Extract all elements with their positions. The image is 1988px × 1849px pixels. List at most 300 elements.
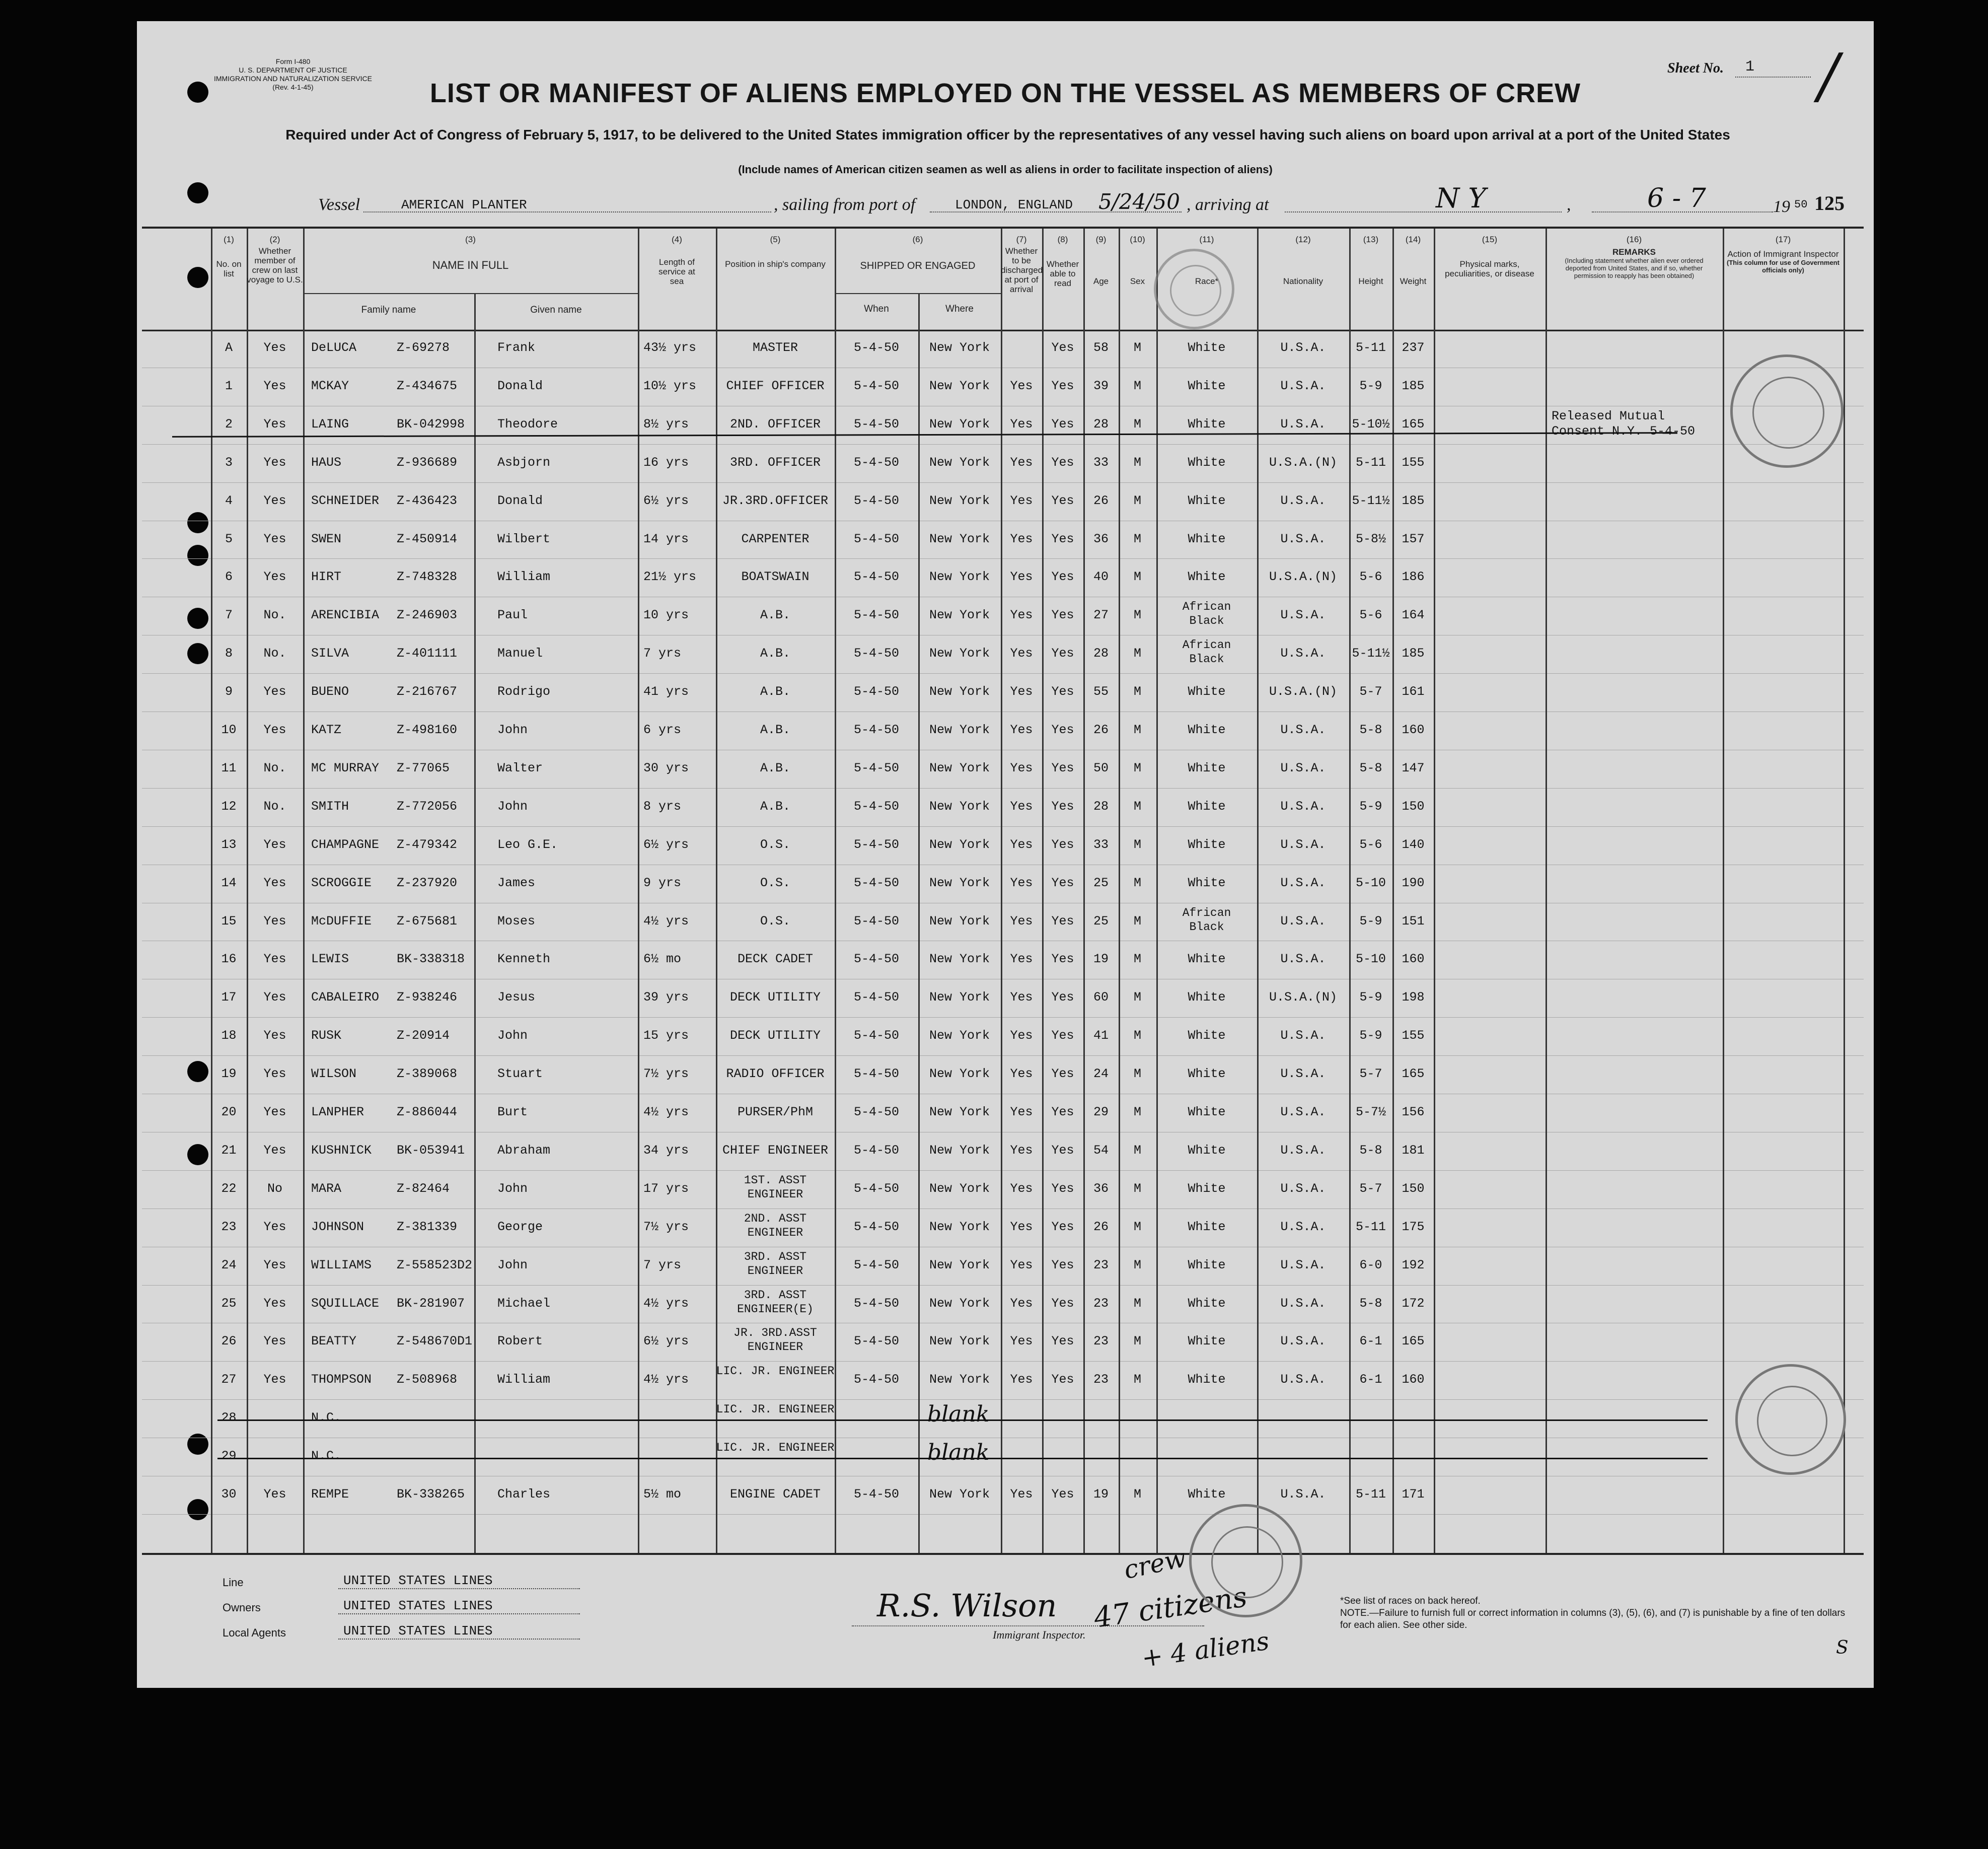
cell-sex: M <box>1133 684 1141 699</box>
cell-race: White <box>1188 875 1226 890</box>
cell-cert: Z-381339 <box>397 1219 458 1234</box>
cell-read: Yes <box>1051 1296 1074 1311</box>
cell-cert: Z-558523D2 <box>397 1257 473 1272</box>
cell-cert: Z-246903 <box>397 608 458 623</box>
cell-discharge: Yes <box>1010 1105 1033 1119</box>
cell-race: White <box>1188 378 1226 393</box>
owners-underline <box>338 1613 580 1614</box>
cell-discharge: Yes <box>1010 416 1033 432</box>
cell-discharge: Yes <box>1010 1372 1033 1387</box>
cell-cert: BK-042998 <box>397 416 465 432</box>
cell-no: 13 <box>221 837 237 852</box>
cell-nat: U.S.A. <box>1280 723 1326 737</box>
cell-race: White <box>1188 570 1226 585</box>
cell-weight: 150 <box>1402 799 1425 814</box>
cell-service: 6 yrs <box>643 723 682 737</box>
cell-given: John <box>497 1028 528 1043</box>
col-label: Whether able to read <box>1046 259 1079 288</box>
cell-given: Theodore <box>497 416 558 432</box>
col-label: Length of service at sea <box>658 257 695 286</box>
row-rule <box>142 329 1864 330</box>
cell-position: JR.3RD.OFFICER <box>722 493 829 508</box>
sailing-port: LONDON, ENGLAND <box>955 197 1073 212</box>
cell-service: 30 yrs <box>643 760 689 775</box>
cell-read: Yes <box>1051 1257 1074 1272</box>
cell-no: 21 <box>221 1143 237 1158</box>
cell-race: White <box>1188 1181 1226 1196</box>
cell-age: 28 <box>1093 646 1109 661</box>
cell-weight: 185 <box>1402 646 1425 661</box>
cell-nat: U.S.A. <box>1280 1066 1326 1082</box>
cell-nat: U.S.A.(N) <box>1269 455 1338 470</box>
cell-cert: BK-338318 <box>397 952 465 967</box>
col-5-header <box>716 235 835 269</box>
cell-height: 5-9 <box>1359 913 1382 929</box>
cell-where: New York <box>929 531 990 546</box>
cell-no: 10 <box>221 723 237 737</box>
cell-weight: 172 <box>1402 1296 1425 1311</box>
cell-given: Donald <box>497 493 543 508</box>
cell-race: White <box>1188 1257 1226 1272</box>
cell-service: 7 yrs <box>643 1257 682 1272</box>
cell-height: 5-8 <box>1359 760 1382 775</box>
col-num: (3) <box>465 235 476 244</box>
cell-no: 4 <box>225 493 233 508</box>
cell-family: HAUS <box>311 455 342 470</box>
cell-discharge: Yes <box>1010 570 1033 585</box>
cell-family: LEWIS <box>311 952 349 967</box>
cell-no: 8 <box>225 646 233 661</box>
cell-where: New York <box>929 1257 990 1272</box>
cell-nat: U.S.A. <box>1280 1334 1326 1349</box>
cell-where: New York <box>929 493 990 508</box>
cell-weight: 156 <box>1402 1105 1425 1119</box>
cell-height: 5-11 <box>1355 340 1386 355</box>
cell-nat: U.S.A. <box>1280 837 1326 852</box>
cell-discharge: Yes <box>1010 493 1033 508</box>
cell-where: New York <box>929 646 990 661</box>
cell-when: 5-4-50 <box>853 1105 899 1119</box>
cell-age: 36 <box>1093 531 1109 546</box>
cell-when: 5-4-50 <box>853 1143 899 1158</box>
cell-given: Kenneth <box>497 952 551 967</box>
cell-cert: Z-498160 <box>397 723 458 737</box>
cell-discharge: Yes <box>1010 875 1033 890</box>
col-num: (9) <box>1095 235 1107 244</box>
cell-family: KUSHNICK <box>311 1143 372 1158</box>
cell-position: CARPENTER <box>741 531 809 546</box>
cell-height: 5-7 <box>1359 684 1382 699</box>
cell-age: 24 <box>1093 1066 1109 1082</box>
cell-race: White <box>1188 1219 1226 1234</box>
cell-sex: M <box>1133 723 1141 737</box>
cell-position: 2ND. OFFICER <box>729 416 821 432</box>
cell-age: 26 <box>1093 723 1109 737</box>
cell-where: New York <box>929 1372 990 1387</box>
cell-height: 5-6 <box>1359 608 1382 623</box>
cell-height: 5-11 <box>1355 1219 1386 1234</box>
cell-nat: U.S.A. <box>1280 1105 1326 1119</box>
cell-service: 9 yrs <box>643 875 682 890</box>
cell-prev: No. <box>263 760 286 775</box>
cell-when: 5-4-50 <box>853 952 899 967</box>
col-num: (17) <box>1775 235 1791 244</box>
consulate-stamp <box>1189 1504 1302 1617</box>
cell-when: 5-4-50 <box>853 990 899 1005</box>
cell-prev: Yes <box>263 875 286 890</box>
cell-weight: 161 <box>1402 684 1425 699</box>
cell-weight: 175 <box>1402 1219 1425 1234</box>
cell-read: Yes <box>1051 913 1074 929</box>
cell-position: DECK CADET <box>737 952 814 967</box>
row-rule <box>142 1017 1864 1018</box>
cell-discharge: Yes <box>1010 1066 1033 1082</box>
cell-position: BOATSWAIN <box>741 570 809 585</box>
given-name-header: Given name <box>530 305 582 315</box>
cell-when: 5-4-50 <box>853 416 899 432</box>
cell-no: 28 <box>221 1410 237 1426</box>
col-num: (4) <box>672 235 682 244</box>
cell-no: 5 <box>225 531 233 546</box>
cell-sex: M <box>1133 913 1141 929</box>
col-label: Race* <box>1195 276 1219 286</box>
revision: (Rev. 4-1-45) <box>272 83 314 91</box>
cell-service: 39 yrs <box>643 990 689 1005</box>
cell-nat: U.S.A. <box>1280 531 1326 546</box>
cell-race: White <box>1188 1028 1226 1043</box>
cell-race: White <box>1188 837 1226 852</box>
cell-race: White <box>1188 455 1226 470</box>
cell-given: Stuart <box>497 1066 543 1082</box>
cell-nat: U.S.A. <box>1280 493 1326 508</box>
cell-family: SWEN <box>311 531 342 546</box>
cell-read: Yes <box>1051 416 1074 432</box>
cell-read: Yes <box>1051 1372 1074 1387</box>
vessel-label: Vessel <box>318 195 360 214</box>
cell-cert: Z-938246 <box>397 990 458 1005</box>
cell-weight: 171 <box>1402 1487 1425 1502</box>
cell-service: 17 yrs <box>643 1181 689 1196</box>
cell-age: 54 <box>1093 1143 1109 1158</box>
col-num: (15) <box>1482 235 1498 244</box>
cell-no: 19 <box>221 1066 237 1082</box>
inspector-label: Immigrant Inspector. <box>993 1628 1086 1641</box>
cell-given: Walter <box>497 760 543 775</box>
cell-race: White <box>1188 1334 1226 1349</box>
cell-race: White <box>1188 416 1226 432</box>
cell-cert: BK-053941 <box>397 1143 465 1158</box>
col-line <box>1434 229 1435 1553</box>
cell-race: White <box>1188 1487 1226 1502</box>
cell-age: 58 <box>1093 340 1109 355</box>
cell-cert: BK-338265 <box>397 1487 465 1502</box>
cell-cert: Z-675681 <box>397 913 458 929</box>
cell-when: 5-4-50 <box>853 1334 899 1349</box>
cell-family: WILSON <box>311 1066 357 1082</box>
cell-race: White <box>1188 340 1226 355</box>
cell-sex: M <box>1133 837 1141 852</box>
line-label: Line <box>223 1576 244 1589</box>
cell-read: Yes <box>1051 1028 1074 1043</box>
cell-position: MASTER <box>752 340 798 355</box>
cell-discharge: Yes <box>1010 1028 1033 1043</box>
page-title: LIST OR MANIFEST OF ALIENS EMPLOYED ON THE VESSEL AS MEMBERS OF CREW <box>429 78 1581 108</box>
department: U. S. DEPARTMENT OF JUSTICE <box>239 66 347 74</box>
cell-height: 5-11 <box>1355 455 1386 470</box>
agents-value: UNITED STATES LINES <box>343 1623 493 1639</box>
cell-weight: 165 <box>1402 1066 1425 1082</box>
cell-when: 5-4-50 <box>853 455 899 470</box>
cell-when: 5-4-50 <box>853 875 899 890</box>
act-statement: Required under Act of Congress of February 5, 1917, to be delivered to the United States immigration officer by the representatives of any vessel having such aliens on board upon arrival at a port of the United States <box>285 127 1730 143</box>
col-num: (1) <box>224 235 234 244</box>
cell-service: 41 yrs <box>643 684 689 699</box>
cell-when: 5-4-50 <box>853 1028 899 1043</box>
col-label: Whether to be discharged at port of arrival <box>1001 246 1043 294</box>
cell-height: 5-9 <box>1359 799 1382 814</box>
cell-race: African Black <box>1182 600 1231 628</box>
cell-race: White <box>1188 1296 1226 1311</box>
cell-position: DECK UTILITY <box>729 990 821 1005</box>
cell-discharge: Yes <box>1010 1487 1033 1502</box>
cell-sex: M <box>1133 952 1141 967</box>
col-8-header <box>1042 235 1083 288</box>
cell-position: LIC. JR. ENGINEER <box>716 1403 835 1416</box>
cell-where: New York <box>929 990 990 1005</box>
col-12-header <box>1257 235 1349 286</box>
cell-no: 26 <box>221 1334 237 1349</box>
cell-discharge: Yes <box>1010 723 1033 737</box>
sheet-no-value: 1 <box>1745 58 1755 76</box>
col-num: (2) <box>269 235 280 244</box>
cell-where: New York <box>929 684 990 699</box>
cell-position: 1ST. ASST ENGINEER <box>744 1173 807 1201</box>
sailing-label: , sailing from port of <box>774 195 916 214</box>
arrival-port-line <box>1285 211 1562 212</box>
cell-when: 5-4-50 <box>853 723 899 737</box>
col-10-header <box>1119 235 1156 286</box>
cell-cert: Z-936689 <box>397 455 458 470</box>
cell-service: 8½ yrs <box>643 416 689 432</box>
cell-no: 25 <box>221 1296 237 1311</box>
cell-nat: U.S.A. <box>1280 1143 1326 1158</box>
cell-when: 5-4-50 <box>853 1296 899 1311</box>
cell-position: A.B. <box>760 723 790 737</box>
cell-height: 5-11 <box>1355 1487 1386 1502</box>
shipped-subheader-line <box>835 293 1001 294</box>
cell-given: Wilbert <box>497 531 551 546</box>
cell-family: LAING <box>311 416 349 432</box>
cell-sex: M <box>1133 1372 1141 1387</box>
cell-read: Yes <box>1051 952 1074 967</box>
cell-age: 28 <box>1093 799 1109 814</box>
cell-height: 5-9 <box>1359 378 1382 393</box>
col-6-header <box>835 235 1001 271</box>
col-line <box>1723 229 1724 1553</box>
row-rule <box>142 826 1864 827</box>
cell-nat: U.S.A. <box>1280 340 1326 355</box>
col-num: (10) <box>1130 235 1145 244</box>
cell-age: 33 <box>1093 837 1109 852</box>
cell-given: William <box>497 1372 551 1387</box>
consulate-stamp <box>1735 1364 1846 1475</box>
cell-nat: U.S.A. <box>1280 378 1326 393</box>
cell-no: 30 <box>221 1487 237 1502</box>
cell-prev: Yes <box>263 837 286 852</box>
col-num: (14) <box>1405 235 1421 244</box>
arriving-label: , arriving at <box>1187 195 1269 214</box>
cell-where: New York <box>929 1219 990 1234</box>
year: 50 <box>1794 198 1808 211</box>
row-rule <box>142 1055 1864 1056</box>
cell-where: New York <box>929 1105 990 1119</box>
alien-count: + 4 aliens <box>1140 1626 1271 1673</box>
cell-given: John <box>497 1181 528 1196</box>
cell-prev: Yes <box>263 684 286 699</box>
cell-weight: 165 <box>1402 416 1425 432</box>
cell-no: 14 <box>221 875 237 890</box>
cell-family: THOMPSON <box>311 1372 372 1387</box>
cell-given: Michael <box>497 1296 551 1311</box>
cell-nat: U.S.A. <box>1280 952 1326 967</box>
cell-no: 27 <box>221 1372 237 1387</box>
cell-race: White <box>1188 799 1226 814</box>
cell-family: BEATTY <box>311 1334 357 1349</box>
cell-given: Moses <box>497 913 536 929</box>
cell-when: 5-4-50 <box>853 608 899 623</box>
cell-weight: 157 <box>1402 531 1425 546</box>
cell-where: New York <box>929 1296 990 1311</box>
cell-weight: 155 <box>1402 455 1425 470</box>
cell-no: A <box>225 340 233 355</box>
cell-discharge: Yes <box>1010 531 1033 546</box>
cell-where: New York <box>929 570 990 585</box>
cell-when: 5-4-50 <box>853 1219 899 1234</box>
cell-read: Yes <box>1051 570 1074 585</box>
cell-where: New York <box>929 608 990 623</box>
cell-where: New York <box>929 837 990 852</box>
cell-read: Yes <box>1051 875 1074 890</box>
cell-when: 5-4-50 <box>853 531 899 546</box>
cell-read: Yes <box>1051 608 1074 623</box>
cell-nat: U.S.A.(N) <box>1269 684 1338 699</box>
cell-where: New York <box>929 1143 990 1158</box>
cell-family: CHAMPAGNE <box>311 837 380 852</box>
col-4-header <box>638 235 716 286</box>
cell-service: 34 yrs <box>643 1143 689 1158</box>
cell-height: 5-10 <box>1355 952 1386 967</box>
owners-value: UNITED STATES LINES <box>343 1598 493 1613</box>
cell-nat: U.S.A. <box>1280 1296 1326 1311</box>
cell-service: 4½ yrs <box>643 1296 689 1311</box>
cell-family: SMITH <box>311 799 349 814</box>
cell-weight: 151 <box>1402 913 1425 929</box>
cell-cert: Z-434675 <box>397 378 458 393</box>
cell-where: New York <box>929 1334 990 1349</box>
cell-age: 26 <box>1093 493 1109 508</box>
cell-height: 5-9 <box>1359 990 1382 1005</box>
cell-nat: U.S.A.(N) <box>1269 990 1338 1005</box>
col-17-header <box>1723 235 1844 274</box>
cell-age: 26 <box>1093 1219 1109 1234</box>
cell-age: 39 <box>1093 378 1109 393</box>
cell-no: 11 <box>221 760 237 775</box>
col-label: No. on list <box>216 259 242 278</box>
cell-given: John <box>497 1257 528 1272</box>
cell-cert: Z-436423 <box>397 493 458 508</box>
cell-race: White <box>1188 1105 1226 1119</box>
cell-family: SCROGGIE <box>311 875 372 890</box>
cell-height: 6-0 <box>1359 1257 1382 1272</box>
cell-discharge: Yes <box>1010 1334 1033 1349</box>
cell-weight: 237 <box>1402 340 1425 355</box>
cell-cert: Z-389068 <box>397 1066 458 1082</box>
vessel-name: AMERICAN PLANTER <box>401 197 527 212</box>
cell-nat: U.S.A. <box>1280 875 1326 890</box>
name-subheader-line <box>303 293 638 294</box>
cell-position: 2ND. ASST ENGINEER <box>744 1212 807 1239</box>
cell-where: New York <box>929 378 990 393</box>
cell-read: Yes <box>1051 760 1074 775</box>
row-rule <box>142 482 1864 483</box>
row-rule <box>142 1361 1864 1362</box>
cell-when: 5-4-50 <box>853 799 899 814</box>
cell-family: N.C. <box>311 1410 342 1426</box>
cell-where: New York <box>929 952 990 967</box>
check-mark: / <box>1818 41 1839 111</box>
cell-height: 5-9 <box>1359 1028 1382 1043</box>
cell-weight: 186 <box>1402 570 1425 585</box>
col-line <box>1545 229 1547 1553</box>
cell-read: Yes <box>1051 1143 1074 1158</box>
cell-race: White <box>1188 760 1226 775</box>
row-rule <box>142 558 1864 559</box>
cell-cert: BK-281907 <box>397 1296 465 1311</box>
cell-when: 5-4-50 <box>853 1257 899 1272</box>
cell-family: ARENCIBIA <box>311 608 380 623</box>
cell-race: White <box>1188 723 1226 737</box>
cell-weight: 185 <box>1402 493 1425 508</box>
cell-sex: M <box>1133 1066 1141 1082</box>
cell-race: White <box>1188 531 1226 546</box>
cell-read: Yes <box>1051 1066 1074 1082</box>
cell-discharge: Yes <box>1010 837 1033 852</box>
owners-label: Owners <box>223 1601 261 1614</box>
cell-prev: Yes <box>263 1372 286 1387</box>
cell-cert: Z-508968 <box>397 1372 458 1387</box>
cell-where: New York <box>929 1066 990 1082</box>
cell-prev: Yes <box>263 570 286 585</box>
col-label: Age <box>1093 276 1109 286</box>
cell-sex: M <box>1133 340 1141 355</box>
cell-where: New York <box>929 1181 990 1196</box>
cell-prev: Yes <box>263 416 286 432</box>
stamp-inner <box>1211 1526 1284 1599</box>
punch-hole <box>187 182 208 203</box>
cell-height: 5-8½ <box>1355 531 1386 546</box>
cell-race: White <box>1188 1066 1226 1082</box>
cell-position: JR. 3RD.ASST ENGINEER <box>733 1326 817 1354</box>
cell-position: O.S. <box>760 837 790 852</box>
cell-sex: M <box>1133 570 1141 585</box>
sheet-no-label: Sheet No. <box>1667 60 1724 76</box>
cell-position: ENGINE CADET <box>729 1487 821 1502</box>
cell-no: 24 <box>221 1257 237 1272</box>
cell-race: White <box>1188 1143 1226 1158</box>
col-num: (11) <box>1199 235 1214 244</box>
cell-when: 5-4-50 <box>853 837 899 852</box>
cell-service: 4½ yrs <box>643 1105 689 1119</box>
